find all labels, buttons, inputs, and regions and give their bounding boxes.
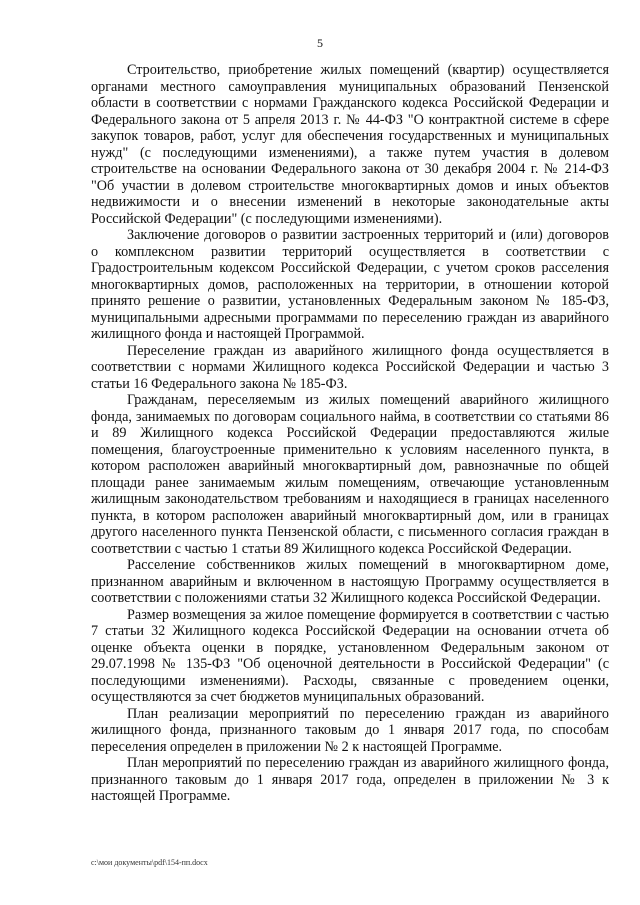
paragraph-plan-appendix-3: План мероприятий по переселению граждан из аварийного жилищного фонда, признанного таковым до 1 января 2017 года, определен в приложении № 3 к настоящей Программе.	[91, 755, 609, 804]
paragraph-territory-development: Заключение договоров о развитии застроенных территорий и (или) договоров о комплексном развитии территорий осуществляется в соответствии с Градостроительным кодексом Российской Федерации, с учетом сроков расселения многоквартирных домов, расположенных на территории, в отношении которой принято решение о развитии, установленных Федеральным законом № 185-ФЗ, муниципальными адресными программами по переселению граждан из аварийного жилищного фонда и настоящей Программой.	[91, 227, 609, 342]
footer-file-path: c:\мои документы\pdf\154-пп.docx	[91, 858, 208, 867]
paragraph-owners-resettlement: Расселение собственников жилых помещений в многоквартирном доме, признанном аварийным и включенном в настоящую Программу осуществляется в соответствии с положениями статьи 32 Жилищного кодекса Российской Федерации.	[91, 557, 609, 606]
paragraph-resettlement-norms: Переселение граждан из аварийного жилищного фонда осуществляется в соответствии с нормами Жилищного кодекса Российской Федерации и частью 3 статьи 16 Федерального закона № 185-ФЗ.	[91, 342, 609, 392]
document-body	[91, 62, 609, 805]
paragraph-construction: Строительство, приобретение жилых помещений (квартир) осуществляется органами местного самоуправления муниципальных образований Пензенской области в соответствии с нормами Гражданского кодекса Российской Федерации и Федерального закона от 5 апреля 2013 г. № 44-ФЗ "О контрактной системе в сфере закупок товаров, работ, услуг для обеспечения государственных и муниципальных нужд" (с последующими изменениями), а также путем участия в долевом строительстве на основании Федерального закона от 30 декабря 2004 г. № 214-ФЗ "Об участии в долевом строительстве многоквартирных домов и иных объектов недвижимости и о внесении изменений в некоторые законодательные акты Российской Федерации" (с последующими изменениями).	[91, 62, 609, 227]
paragraph-social-tenancy: Гражданам, переселяемым из жилых помещений аварийного жилищного фонда, занимаемых по договорам социального найма, в соответствии со статьями 86 и 89 Жилищного кодекса Российской Федерации предоставляются жилые помещения, благоустроенные применительно к условиям населенного пункта, в котором расположен аварийный многоквартирный дом, равнозначные по общей площади ранее занимаемым жилым помещениям, отвечающие установленным жилищным законодательством требованиям и находящиеся в границах населенного пункта, в котором расположен аварийный многоквартирный дом, или в границах другого населенного пункта Пензенской области, с письменного согласия граждан в соответствии с частью 1 статьи 89 Жилищного кодекса Российской Федерации.	[91, 392, 609, 557]
page-number: 5	[317, 36, 323, 50]
paragraph-compensation: Размер возмещения за жилое помещение формируется в соответствии с частью 7 статьи 32 Жилищного кодекса Российской Федерации на основании отчета об оценке объекта оценки в порядке, установленном Федеральным законом от 29.07.1998 № 135-ФЗ "Об оценочной деятельности в Российской Федерации" (с последующими изменениями). Расходы, связанные с проведением оценки, осуществляются за счет бюджетов муниципальных образований.	[91, 606, 609, 705]
paragraph-plan-appendix-2: План реализации мероприятий по переселению граждан из аварийного жилищного фонда, признанного таковым до 1 января 2017 года, по способам переселения определен в приложении № 2 к настоящей Программе.	[91, 705, 609, 755]
